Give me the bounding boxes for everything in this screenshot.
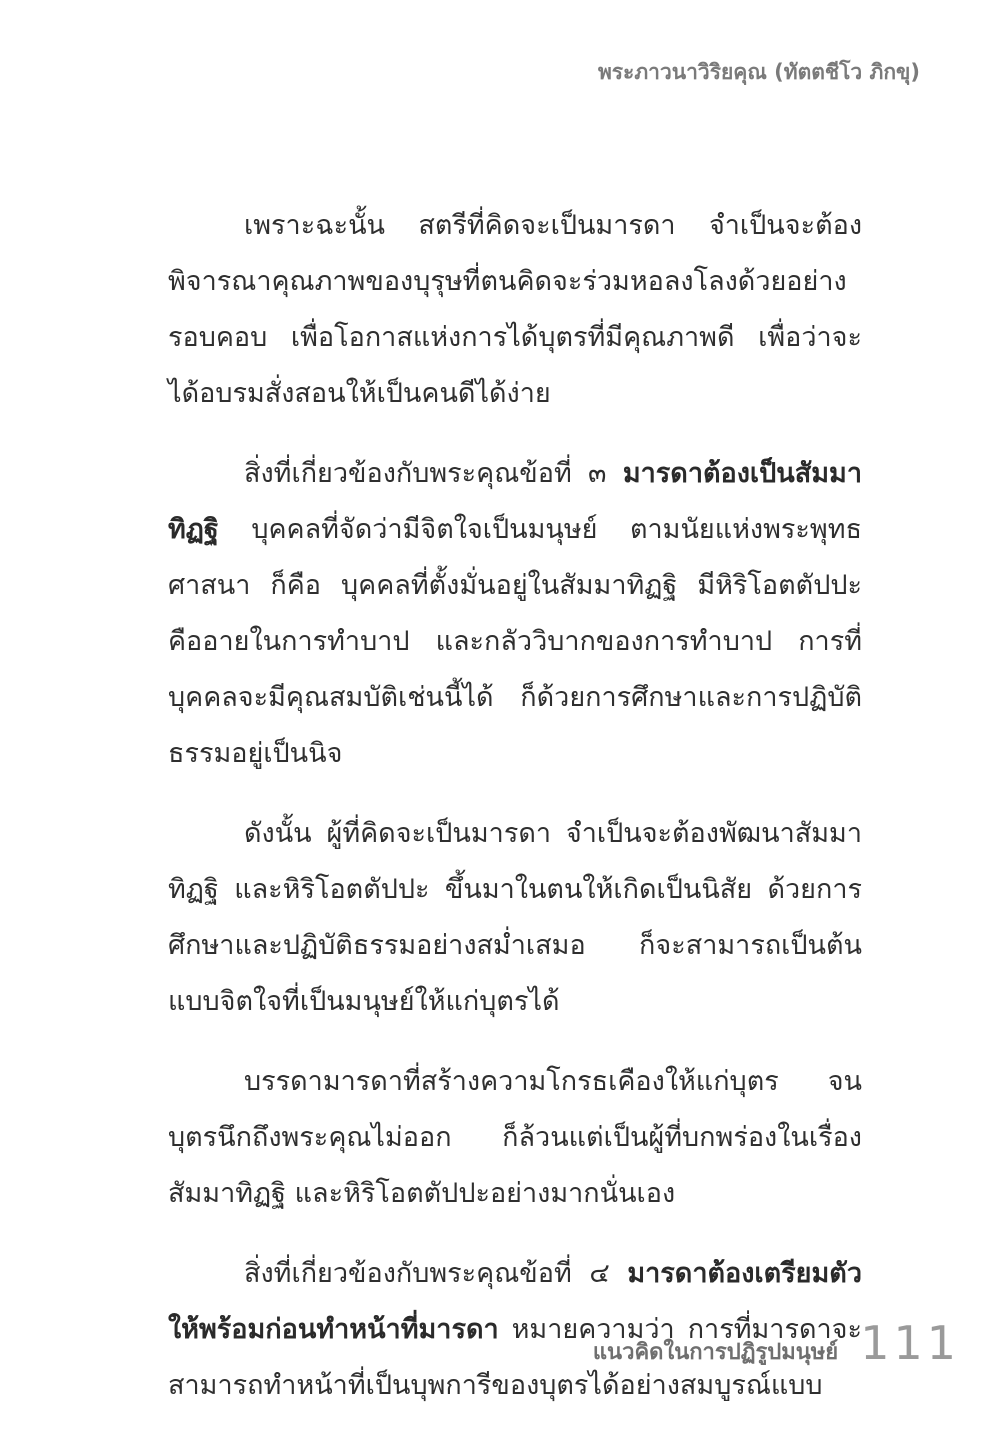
page-footer <box>593 1316 960 1370</box>
paragraph-2-lead: สิ่งที่เกี่ยวข้องกับพระคุณข้อที่ ๓ <box>244 458 623 489</box>
paragraph-2 <box>168 446 862 782</box>
body-text <box>168 198 862 1438</box>
paragraph-4: บรรดามารดาที่สร้างความโกรธเคืองให้แก่บุตร จนบุตรนึกถึงพระคุณไม่ออก ก็ล้วนแต่เป็นผู้ที่บกพร่องในเรื่องสัมมาทิฏฐิ และหิริโอตตัปปะอย่างมากนั่นเอง <box>168 1066 862 1209</box>
paragraph-3: ดังนั้น ผู้ที่คิดจะเป็นมารดา จำเป็นจะต้องพัฒนาสัมมาทิฏฐิ และหิริโอตตัปปะ ขึ้นมาในตนให้เกิดเป็นนิสัย ด้วยการศึกษาและปฏิบัติธรรมอย่างสม่ำเสมอ ก็จะสามารถเป็นต้นแบบจิตใจที่เป็นมนุษย์ให้แก่บุตรได้ <box>168 818 862 1017</box>
paragraph-2-text: บุคคลที่จัดว่ามีจิตใจเป็นมนุษย์ ตามนัยแห่งพระพุทธศาสนา ก็คือ บุคคลที่ตั้งมั่นอยู่ในสัมมาทิฏฐิ มีหิริโอตตัปปะ คืออายในการทำบาป และกลัววิบากของการทำบาป การที่บุคคลจะมีคุณสมบัติเช่นนี้ได้ ก็ด้วยการศึกษาและการปฏิบัติธรรมอยู่เป็นนิจ <box>168 514 862 769</box>
page-number: 111 <box>860 1316 960 1370</box>
book-title: แนวคิดในการปฏิรูปมนุษย์ <box>592 1340 839 1365</box>
paragraph-2-heading: มารดาต้องเป็นสัมมาทิฏฐิ <box>168 458 862 545</box>
paragraph-5-lead: สิ่งที่เกี่ยวข้องกับพระคุณข้อที่ ๔ <box>244 1258 628 1289</box>
paragraph-5-heading: มารดาต้องเตรียมตัวให้พร้อมก่อนทำหน้าที่มารดา <box>168 1258 862 1345</box>
paragraph-1: เพราะฉะนั้น สตรีที่คิดจะเป็นมารดา จำเป็นจะต้องพิจารณาคุณภาพของบุรุษที่ตนคิดจะร่วมหอลงโลงด้วยอย่างรอบคอบ เพื่อโอกาสแห่งการได้บุตรที่มีคุณภาพดี เพื่อว่าจะได้อบรมสั่งสอนให้เป็นคนดีได้ง่าย <box>168 210 862 409</box>
running-header: พระภาวนาวิริยคุณ (ทัตตชีโว ภิกขุ) <box>597 60 920 84</box>
paragraph-5-text: หมายความว่า การที่มารดาจะสามารถทำหน้าที่เป็นบุพการีของบุตรได้อย่างสมบูรณ์แบบ <box>168 1314 862 1401</box>
